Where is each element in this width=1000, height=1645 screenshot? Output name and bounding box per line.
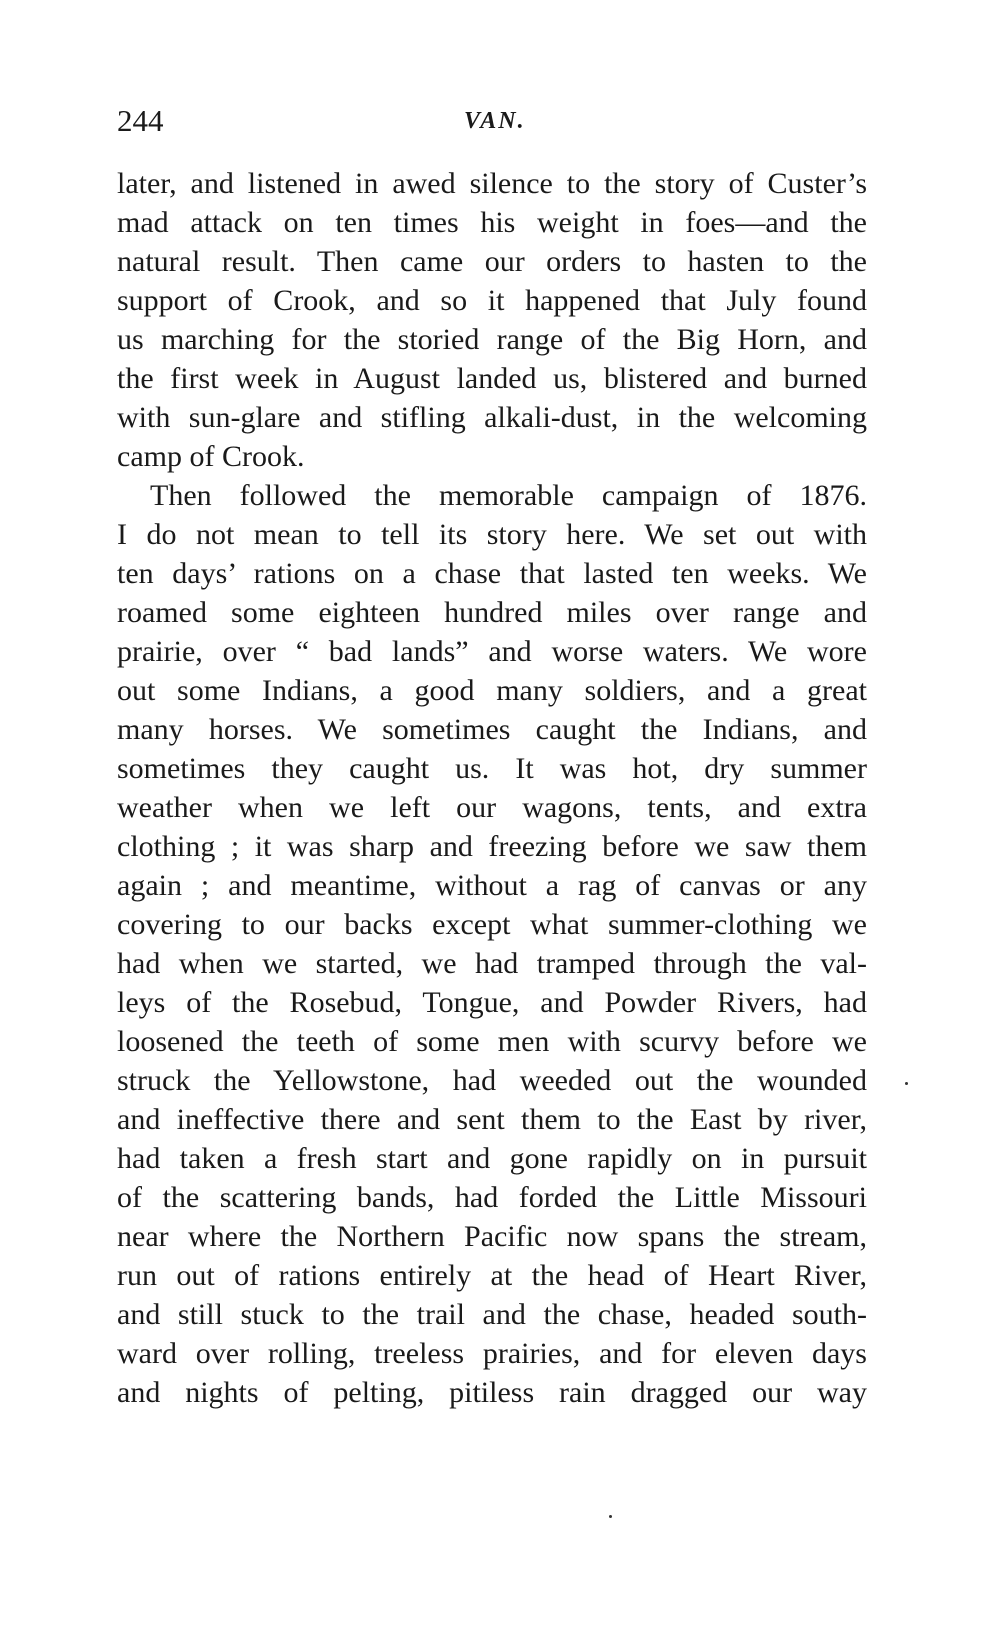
page-header xyxy=(117,96,867,146)
text-line: and nights of pelting, pitiless rain dragged our way xyxy=(117,1376,867,1409)
page-number: 244 xyxy=(117,103,164,138)
text-line: many horses. We sometimes caught the Indians, and xyxy=(117,713,867,746)
text-line: us marching for the storied range of the Big Horn, and xyxy=(117,323,867,356)
text-line: had taken a fresh start and gone rapidly on in pursuit xyxy=(117,1142,867,1175)
text-line: clothing ; it was sharp and freezing before we saw them xyxy=(117,830,867,863)
paragraph-2 xyxy=(117,476,867,1412)
paper-speck xyxy=(905,1082,908,1085)
body-text xyxy=(117,164,867,1412)
text-line: natural result. Then came our orders to hasten to the xyxy=(117,245,867,278)
text-line: out some Indians, a good many soldiers, and a great xyxy=(117,674,867,707)
text-line: of the scattering bands, had forded the Little Missouri xyxy=(117,1181,867,1214)
text-line: ward over rolling, treeless prairies, and for eleven days xyxy=(117,1337,867,1370)
text-line: again ; and meantime, without a rag of canvas or any xyxy=(117,869,867,902)
text-line: I do not mean to tell its story here. We set out with xyxy=(117,518,867,551)
paragraph-1 xyxy=(117,164,867,476)
text-line: loosened the teeth of some men with scurvy before we xyxy=(117,1025,867,1058)
text-line: run out of rations entirely at the head of Heart River, xyxy=(117,1259,867,1292)
text-line: and still stuck to the trail and the chase, headed south- xyxy=(117,1298,867,1331)
text-line: roamed some eighteen hundred miles over range and xyxy=(117,596,867,629)
text-line: the first week in August landed us, blistered and burned xyxy=(117,362,867,395)
text-line: and ineffective there and sent them to the East by river, xyxy=(117,1103,867,1136)
text-line: had when we started, we had tramped through the val- xyxy=(117,947,867,980)
text-line: camp of Crook. xyxy=(117,440,305,473)
text-line: Then followed the memorable campaign of 1876. xyxy=(150,479,867,512)
text-line: leys of the Rosebud, Tongue, and Powder Rivers, had xyxy=(117,986,867,1019)
text-line: weather when we left our wagons, tents, and extra xyxy=(117,791,867,824)
text-line: ten days’ rations on a chase that lasted ten weeks. We xyxy=(117,557,867,590)
text-line: support of Crook, and so it happened that July found xyxy=(117,284,867,317)
text-line: struck the Yellowstone, had weeded out the wounded xyxy=(117,1064,867,1097)
text-line: later, and listened in awed silence to the story of Custer’s xyxy=(117,167,867,200)
text-line: sometimes they caught us. It was hot, dry summer xyxy=(117,752,867,785)
text-line: covering to our backs except what summer-clothing we xyxy=(117,908,867,941)
text-line: mad attack on ten times his weight in foes—and the xyxy=(117,206,867,239)
paper-speck xyxy=(609,1515,612,1518)
text-line: with sun-glare and stifling alkali-dust, in the welcoming xyxy=(117,401,867,434)
text-line: prairie, over “ bad lands” and worse waters. We wore xyxy=(117,635,867,668)
text-line: near where the Northern Pacific now spans the stream, xyxy=(117,1220,867,1253)
running-title: VAN. xyxy=(464,108,526,134)
